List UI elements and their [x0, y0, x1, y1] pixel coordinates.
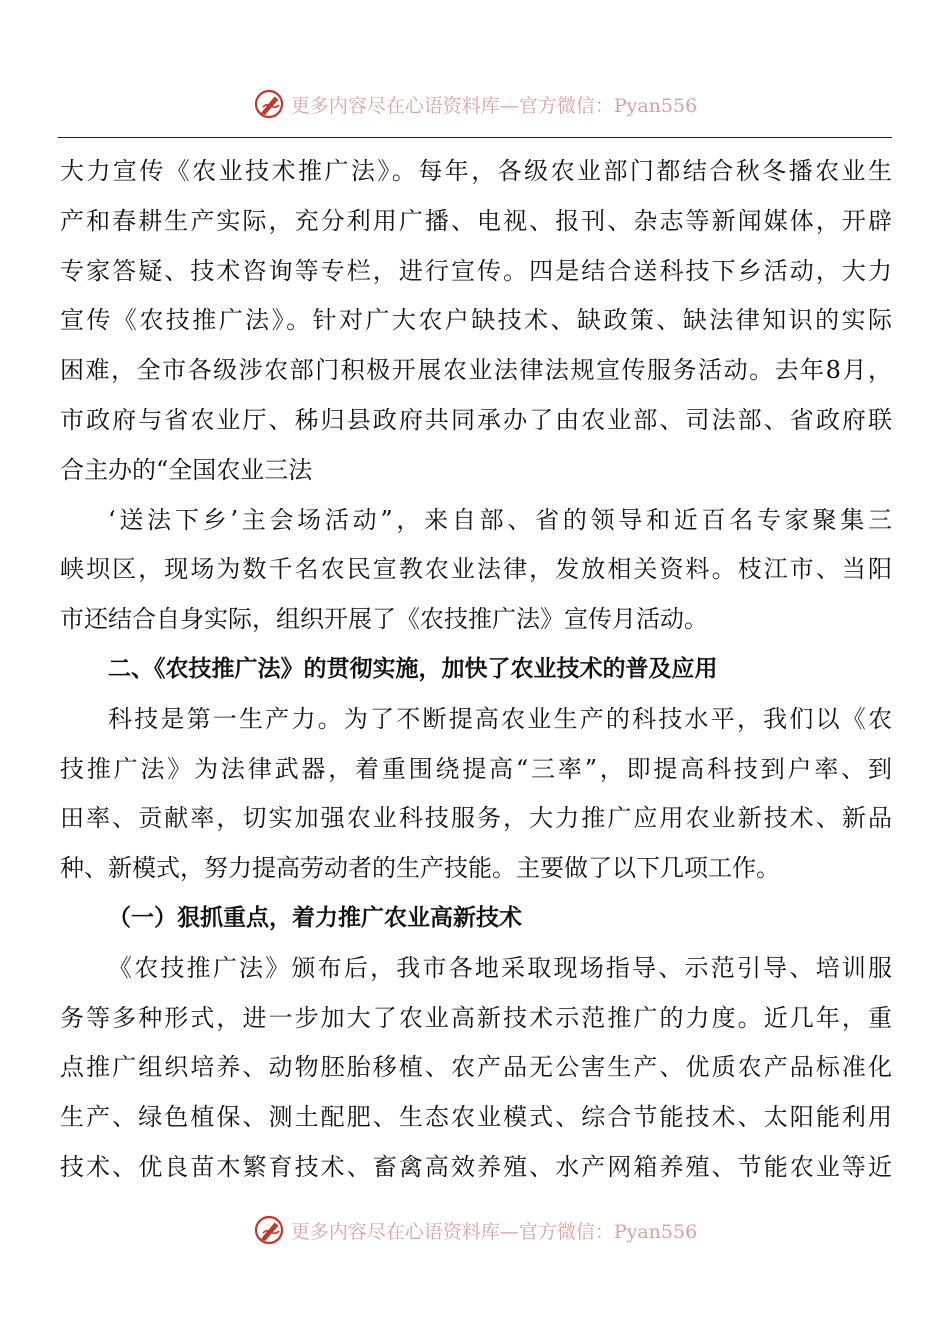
body-line: 市还结合自身实际，组织开展了《农技推广法》宣传月活动。 [60, 605, 708, 634]
pen-logo-icon [253, 87, 287, 121]
body-line: 务等多种形式，进一步加大了农业高新技术示范推广的力度。近几年，重 [60, 1003, 892, 1032]
body-line: 宣传《农技推广法》。针对广大农户缺技术、缺政策、缺法律知识的实际 [60, 306, 892, 335]
document-body [60, 147, 892, 1193]
body-line: 技术、优良苗木繁育技术、畜禽高效养殖、水产网箱养殖、节能农业等近 [60, 1152, 892, 1181]
body-line: 合主办的“全国农业三法 [60, 455, 313, 484]
body-line: 困难，全市各级涉农部门积极开展农业法律法规宣传服务活动。去年8月， [60, 356, 892, 385]
body-line: 《农技推广法》颁布后，我市各地采取现场指导、示范引导、培训服 [108, 953, 892, 982]
body-line: 专家答疑、技术咨询等专栏，进行宣传。四是结合送科技下乡活动，大力 [60, 256, 892, 285]
header-banner-text: 更多内容尽在心语资料库—官方微信：Pyan556 [290, 94, 698, 117]
body-line: 生产、绿色植保、测土配肥、生态农业模式、综合节能技术、太阳能利用 [60, 1103, 892, 1132]
body-line: 大力宣传《农业技术推广法》。每年，各级农业部门都结合秋冬播农业生 [60, 157, 892, 185]
body-line: 产和春耕生产实际，充分利用广播、电视、报刊、杂志等新闻媒体，开辟 [60, 206, 892, 235]
body-line: 科技是第一生产力。为了不断提高农业生产的科技水平，我们以《农 [108, 704, 892, 733]
footer-banner-text: 更多内容尽在心语资料库—官方微信：Pyan556 [290, 1220, 698, 1243]
header-divider [58, 137, 892, 138]
footer-banner [0, 1210, 950, 1250]
body-line: 田率、贡献率，切实加强农业科技服务，大力推广应用农业新技术、新品 [60, 804, 892, 833]
body-line: 种、新模式，努力提高劳动者的生产技能。主要做了以下几项工作。 [60, 854, 780, 883]
header-banner [0, 84, 950, 124]
pen-logo-icon [253, 1213, 287, 1247]
body-line: 点推广组织培养、动物胚胎移植、农产品无公害生产、优质农产品标准化 [60, 1053, 892, 1082]
body-line: ‘送法下乡’主会场活动”，来自部、省的领导和近百名专家聚集三 [108, 505, 892, 534]
body-line: 峡坝区，现场为数千名农民宣教农业法律，发放相关资料。枝江市、当阳 [60, 555, 892, 584]
body-line: 技推广法》为法律武器，着重围绕提高“三率”，即提高科技到户率、到 [60, 754, 892, 783]
subsection-heading: （一）狠抓重点，着力推广农业高新技术 [108, 904, 522, 931]
body-line: 市政府与省农业厅、秭归县政府共同承办了由农业部、司法部、省政府联 [60, 405, 892, 434]
section-heading: 二、《农技推广法》的贯彻实施，加快了农业技术的普及应用 [108, 655, 718, 682]
